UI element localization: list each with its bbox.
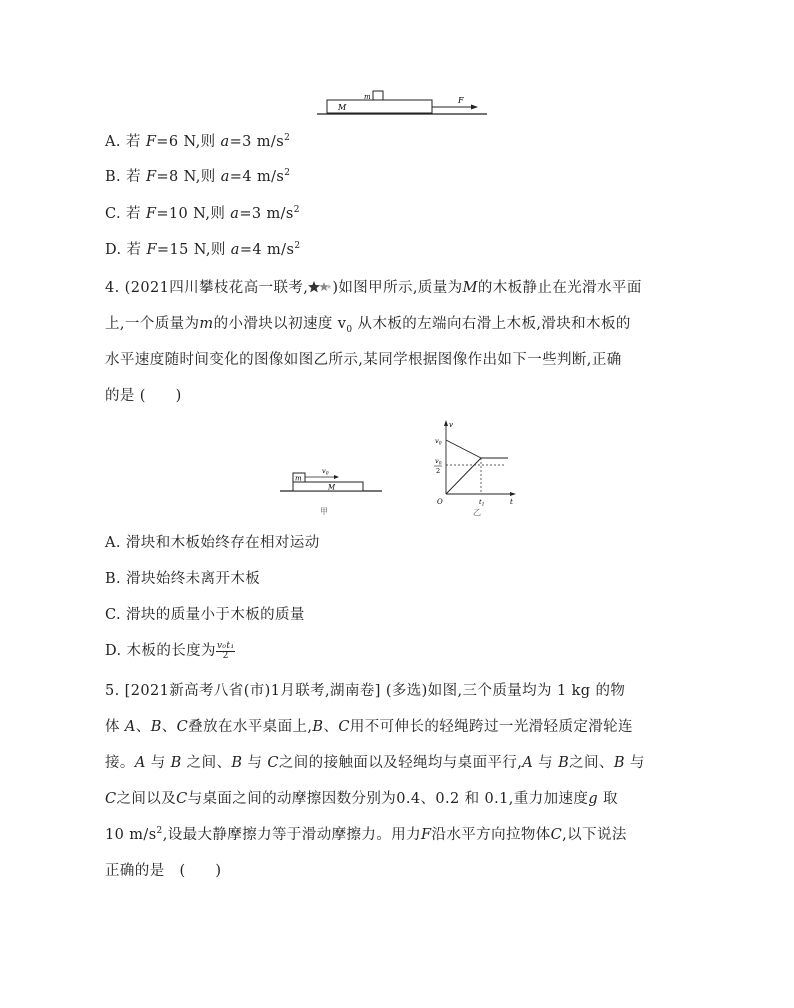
q5-text: 之间、 <box>181 755 232 771</box>
q4-stem-line1 <box>105 278 642 298</box>
q5-text: 之间的接触面以及轻绳均与桌面平行, <box>278 755 523 771</box>
label-m: m <box>364 93 371 101</box>
var-B: B <box>231 755 243 771</box>
option-text: B. 滑块始终未离开木板 <box>105 571 261 587</box>
difficulty-stars-icon <box>308 281 332 293</box>
var-a: a <box>220 134 230 150</box>
var-C: C <box>176 791 188 807</box>
q5-text: 沿水平方向拉物体 <box>431 827 551 843</box>
label-M: M <box>338 103 347 112</box>
figure-yi-vt-graph <box>428 418 528 520</box>
q5-text: 接。 <box>105 755 135 771</box>
var-B: B <box>558 755 570 771</box>
q5-text: 、 <box>135 719 151 735</box>
var-C: C <box>267 755 279 771</box>
var-m: m <box>199 316 214 332</box>
q5-text: 用不可伸长的轻绳跨过一光滑轻质定滑轮连 <box>349 719 633 735</box>
q5-stem-line2 <box>105 717 633 737</box>
q5-stem-line3 <box>105 753 645 773</box>
q4-text: 的小滑块以初速度 v <box>213 316 347 332</box>
label-half-v0-den: 2 <box>436 467 441 475</box>
q5-text: ,设最大静摩擦力等于滑动摩擦力。用力 <box>162 827 421 843</box>
fraction-numerator: v₀t₁ <box>216 640 235 651</box>
opt-prefix: A. 若 <box>105 134 146 150</box>
var-B: B <box>312 719 324 735</box>
board-length-fraction <box>216 642 236 661</box>
t-axis-arrow <box>510 492 516 496</box>
var-F: F <box>146 242 157 258</box>
var-A: A <box>134 755 146 771</box>
var-A: A <box>124 719 136 735</box>
var-B: B <box>150 719 162 735</box>
label-O: O <box>437 498 443 506</box>
q4-option-d <box>105 641 235 661</box>
q4-text: 的木板静止在光滑水平面 <box>477 280 642 296</box>
var-F: F <box>421 827 432 843</box>
force-arrowhead <box>471 105 478 110</box>
opt-rest: =3 m/s <box>239 206 294 222</box>
var-a: a <box>230 206 240 222</box>
figure-board-force <box>315 88 490 120</box>
var-B: B <box>613 755 625 771</box>
q4-text: 上,一个质量为 <box>105 316 200 332</box>
label-v: v <box>449 421 453 429</box>
q5-text: 10 m/s <box>105 827 157 843</box>
q5-text: 与桌面之间的动摩擦因数分别为0.4、0.2 和 0.1,重力加速度 <box>187 791 589 807</box>
opt-rest: =3 m/s <box>229 134 285 150</box>
q4-option-b <box>105 569 260 589</box>
label-M: M <box>328 483 336 492</box>
block-m <box>373 91 383 100</box>
label-half-v0-num: $v_0$ <box>435 457 442 467</box>
var-A: A <box>522 755 534 771</box>
q4-stem-line3 <box>105 350 622 370</box>
var-C: C <box>105 791 117 807</box>
opt-mid: =15 N,则 <box>156 242 231 258</box>
var-g: g <box>588 791 599 807</box>
opt-sup: 2 <box>284 168 291 179</box>
var-C: C <box>338 719 350 735</box>
opt-rest: =4 m/s <box>239 242 295 258</box>
q4-source: 4. (2021四川攀枝花高一联考, <box>105 280 309 296</box>
opt-sup: 2 <box>294 241 301 252</box>
q5-stem-line4 <box>105 789 618 809</box>
label-m: m <box>295 474 302 483</box>
q4-option-c <box>105 605 305 625</box>
opt-mid: =6 N,则 <box>156 134 221 150</box>
q4-text: )如图甲所示,质量为 <box>332 280 463 296</box>
caption-jia: 甲 <box>320 507 328 516</box>
var-B: B <box>170 755 182 771</box>
q5-text: 取 <box>598 791 618 807</box>
q3-option-b <box>105 167 290 187</box>
opt-prefix: B. 若 <box>105 169 146 185</box>
q4-stem-line4 <box>105 386 182 406</box>
label-t1: $t_1$ <box>479 498 485 508</box>
v-axis-arrow <box>444 420 448 426</box>
opt-sup: 2 <box>284 133 291 144</box>
q5-text: 之间以及 <box>116 791 177 807</box>
var-a: a <box>230 242 240 258</box>
opt-rest: =4 m/s <box>229 169 285 185</box>
q5-stem-line6 <box>105 861 221 881</box>
figure-jia <box>278 462 388 520</box>
q4-option-a <box>105 533 320 553</box>
subscript-0: 0 <box>346 324 353 335</box>
q5-text: 叠放在水平桌面上, <box>188 719 313 735</box>
var-M: M <box>462 280 478 296</box>
q3-option-c <box>105 204 300 224</box>
q4-text: 水平速度随时间变化的图像如图乙所示,某同学根据图像作出如下一些判断,正确 <box>105 352 622 368</box>
opt-mid: =10 N,则 <box>156 206 231 222</box>
opt-prefix: D. 若 <box>105 242 147 258</box>
slider-velocity-line <box>446 440 481 458</box>
q4-stem-line2 <box>105 314 631 340</box>
q5-text: 与 <box>145 755 171 771</box>
q3-option-a <box>105 132 290 152</box>
opt-mid: =8 N,则 <box>156 169 221 185</box>
var-C: C <box>176 719 189 735</box>
var-F: F <box>145 134 157 150</box>
q4-text: 的是 ( ) <box>105 388 182 404</box>
var-C: C <box>550 827 563 843</box>
superscript-2: 2 <box>156 826 163 837</box>
caption-yi: 乙 <box>473 508 481 517</box>
q5-stem-line1 <box>105 681 625 701</box>
velocity-arrowhead <box>334 475 339 479</box>
q4-text: 从木板的左端向右滑上木板,滑块和木板的 <box>352 316 631 332</box>
q5-text: 正确的是 ( ) <box>105 863 222 879</box>
q5-text: 与 <box>624 755 645 771</box>
label-v0: $v_0$ <box>435 437 442 447</box>
option-text: D. 木板的长度为 <box>105 643 216 659</box>
var-F: F <box>145 169 157 185</box>
var-F: F <box>145 206 157 222</box>
q5-text: 、 <box>161 719 177 735</box>
fraction-denominator: 2 <box>222 650 229 661</box>
label-F: F <box>458 96 464 105</box>
q5-text: ,以下说法 <box>562 827 627 843</box>
q5-text: 与 <box>242 755 268 771</box>
q5-text: 体 <box>105 719 125 735</box>
q3-option-d <box>105 240 300 260</box>
opt-sup: 2 <box>293 205 300 216</box>
opt-prefix: C. 若 <box>105 206 146 222</box>
label-t: t <box>510 498 513 506</box>
q5-text: 、 <box>323 719 339 735</box>
board-velocity-line <box>446 458 481 494</box>
label-v0: $v_0$ <box>322 467 329 477</box>
option-text: C. 滑块的质量小于木板的质量 <box>105 607 305 623</box>
q5-text: 与 <box>533 755 559 771</box>
q5-stem-line5 <box>105 825 627 845</box>
option-text: A. 滑块和木板始终存在相对运动 <box>105 535 320 551</box>
q5-text: 之间、 <box>569 755 614 771</box>
var-a: a <box>220 169 230 185</box>
q5-text: 5. [2021新高考八省(市)1月联考,湖南卷] (多选)如图,三个质量均为 1 kg 的物 <box>105 683 626 699</box>
